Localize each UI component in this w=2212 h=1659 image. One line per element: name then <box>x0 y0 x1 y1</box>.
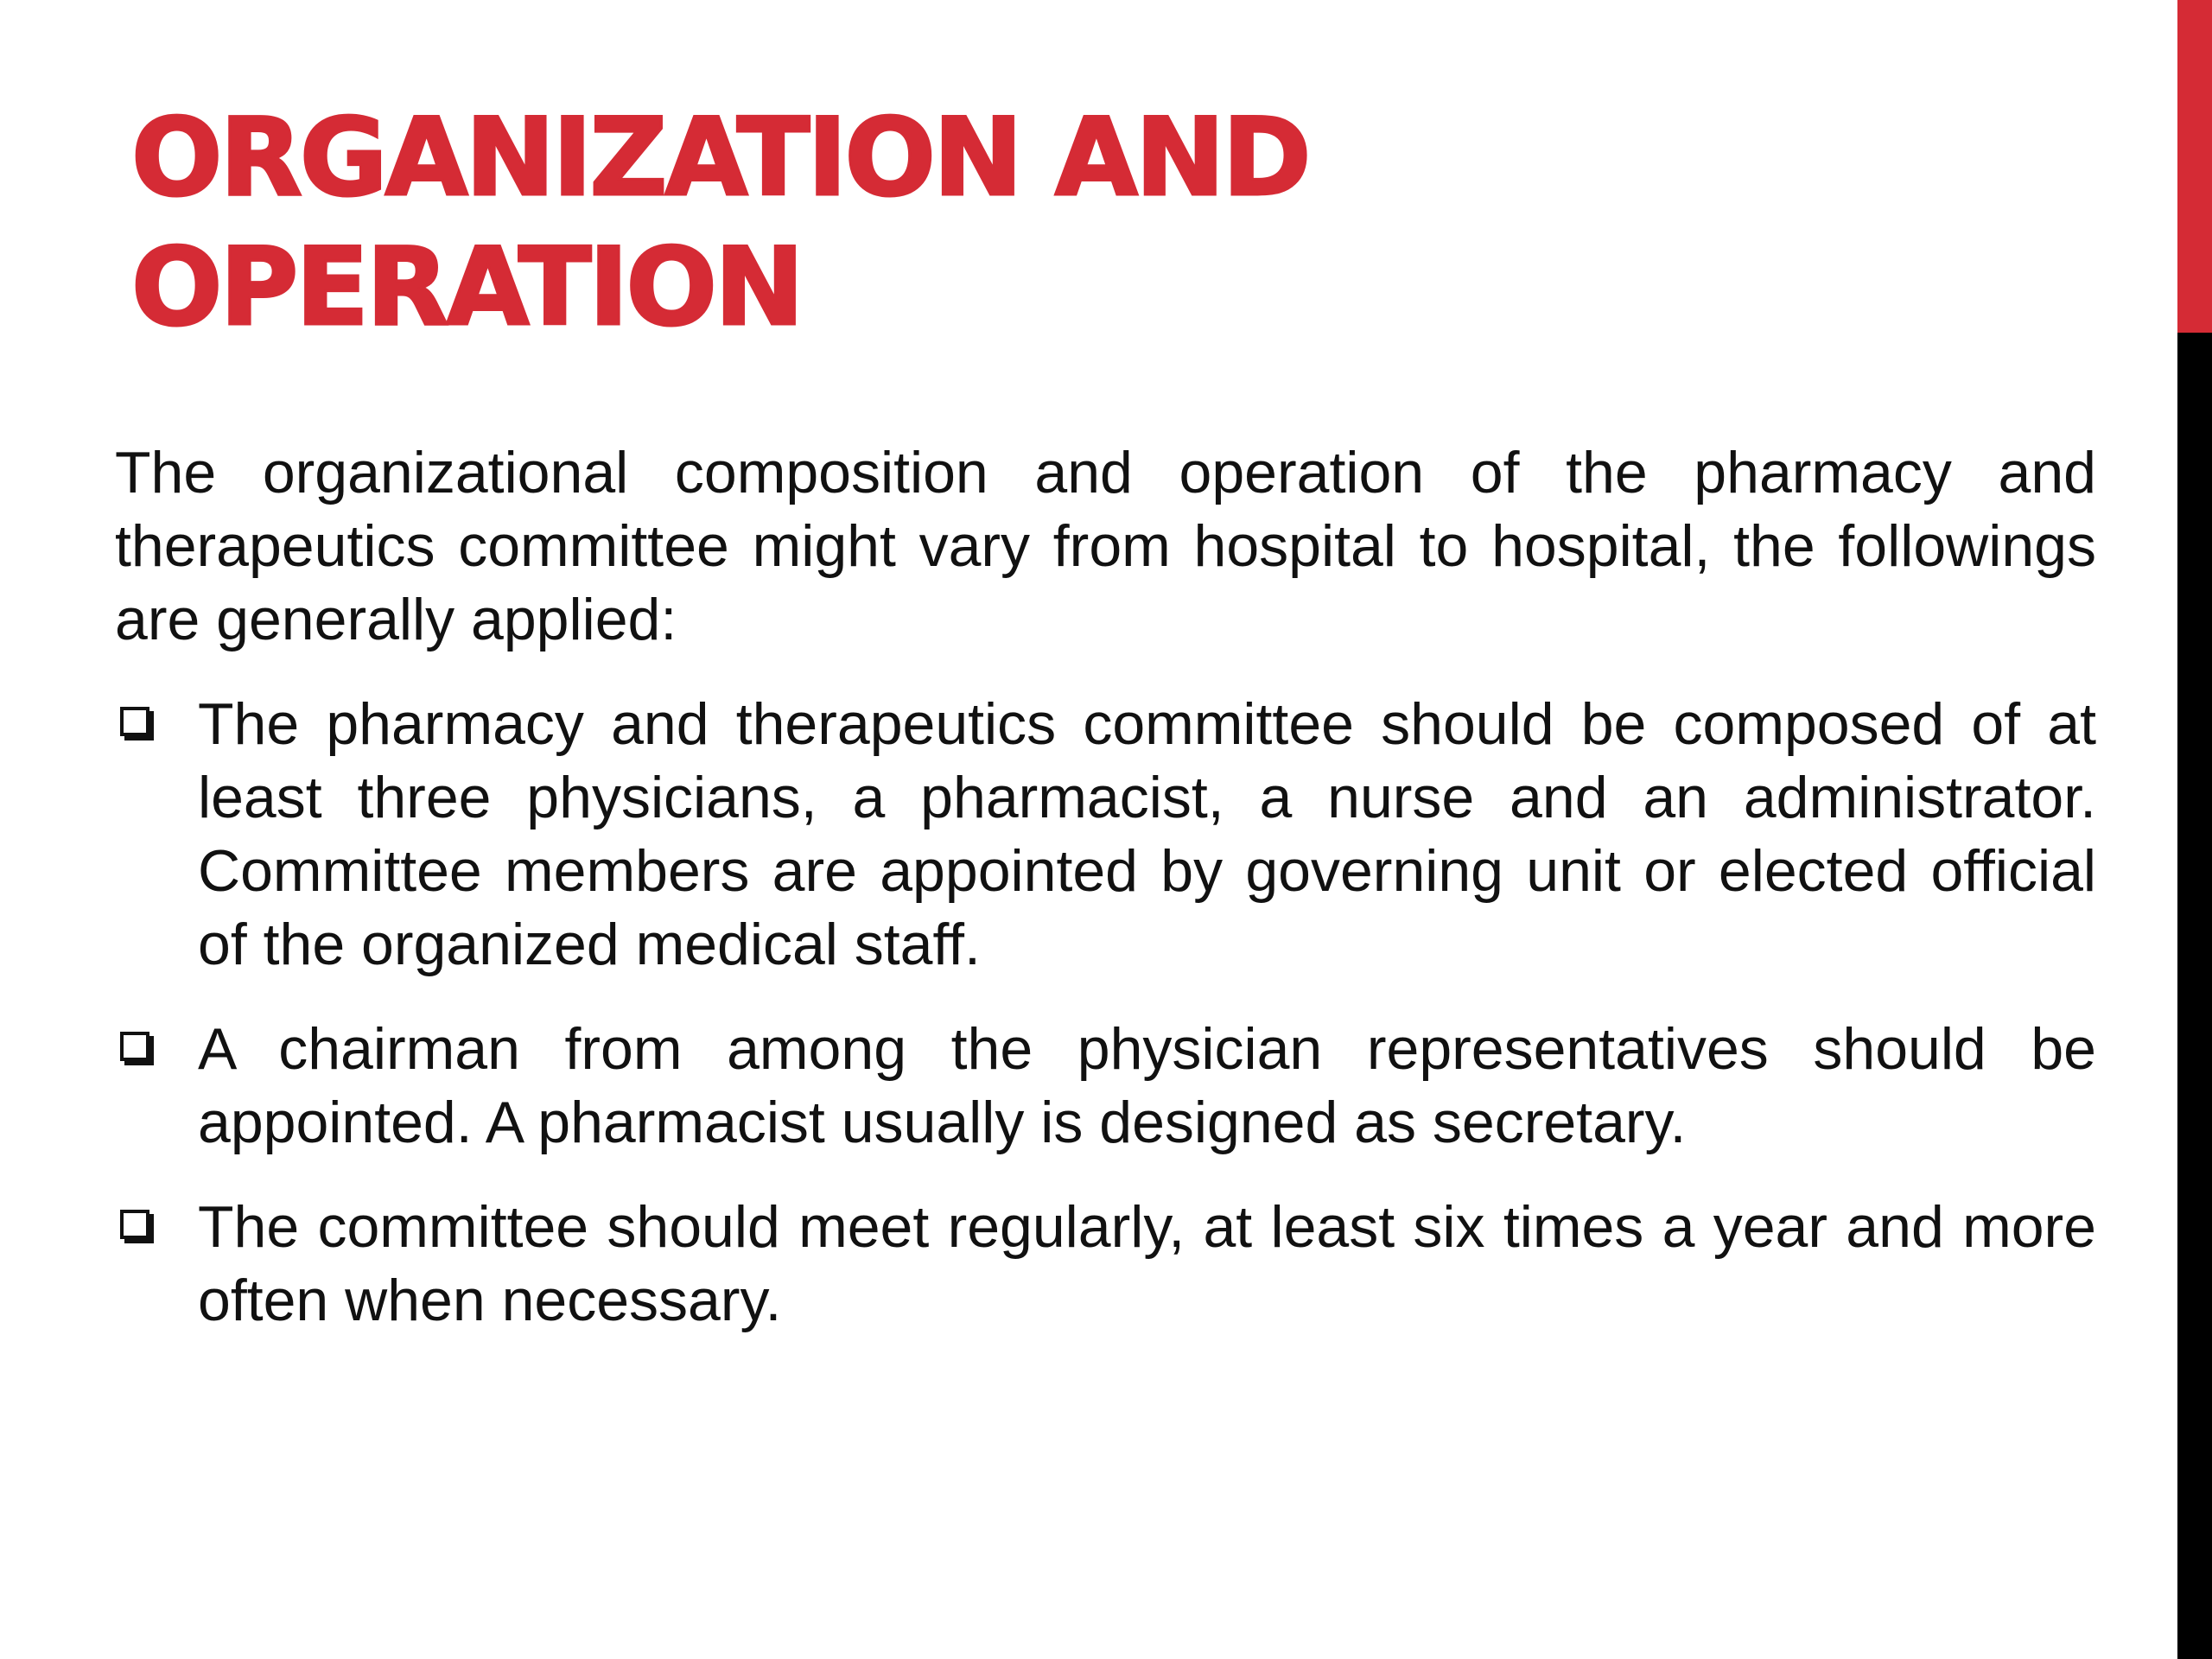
bullet-item <box>115 1013 2096 1160</box>
side-accent-bar-black <box>2177 333 2212 1659</box>
hollow-square-bullet-icon <box>120 707 149 736</box>
bullet-item <box>115 1191 2096 1338</box>
bullet-text: The pharmacy and therapeutics committee should be composed of at least three physicians, a pharmacist, a nurse and an administrator. Committee members are appointed by governing unit or elected official of the organized medical staff. <box>198 691 2096 977</box>
bullet-text: The committee should meet regularly, at least six times a year and more often when necessary. <box>198 1194 2096 1333</box>
hollow-square-bullet-icon <box>120 1210 149 1239</box>
intro-paragraph: The organizational composition and operation of the pharmacy and therapeutics committee might vary from hospital to hospital, the followings are generally applied: <box>115 440 2096 652</box>
slide-title: ORGANIZATION AND OPERATION <box>131 96 1309 350</box>
hollow-square-bullet-icon <box>120 1032 149 1061</box>
bullet-item <box>115 688 2096 982</box>
bullet-text: A chairman from among the physician representatives should be appointed. A pharmacist usually is designed as secretary. <box>198 1016 2096 1155</box>
bullet-list <box>115 688 2096 1338</box>
side-accent-bar-red <box>2177 0 2212 333</box>
slide-body <box>115 436 2096 1369</box>
